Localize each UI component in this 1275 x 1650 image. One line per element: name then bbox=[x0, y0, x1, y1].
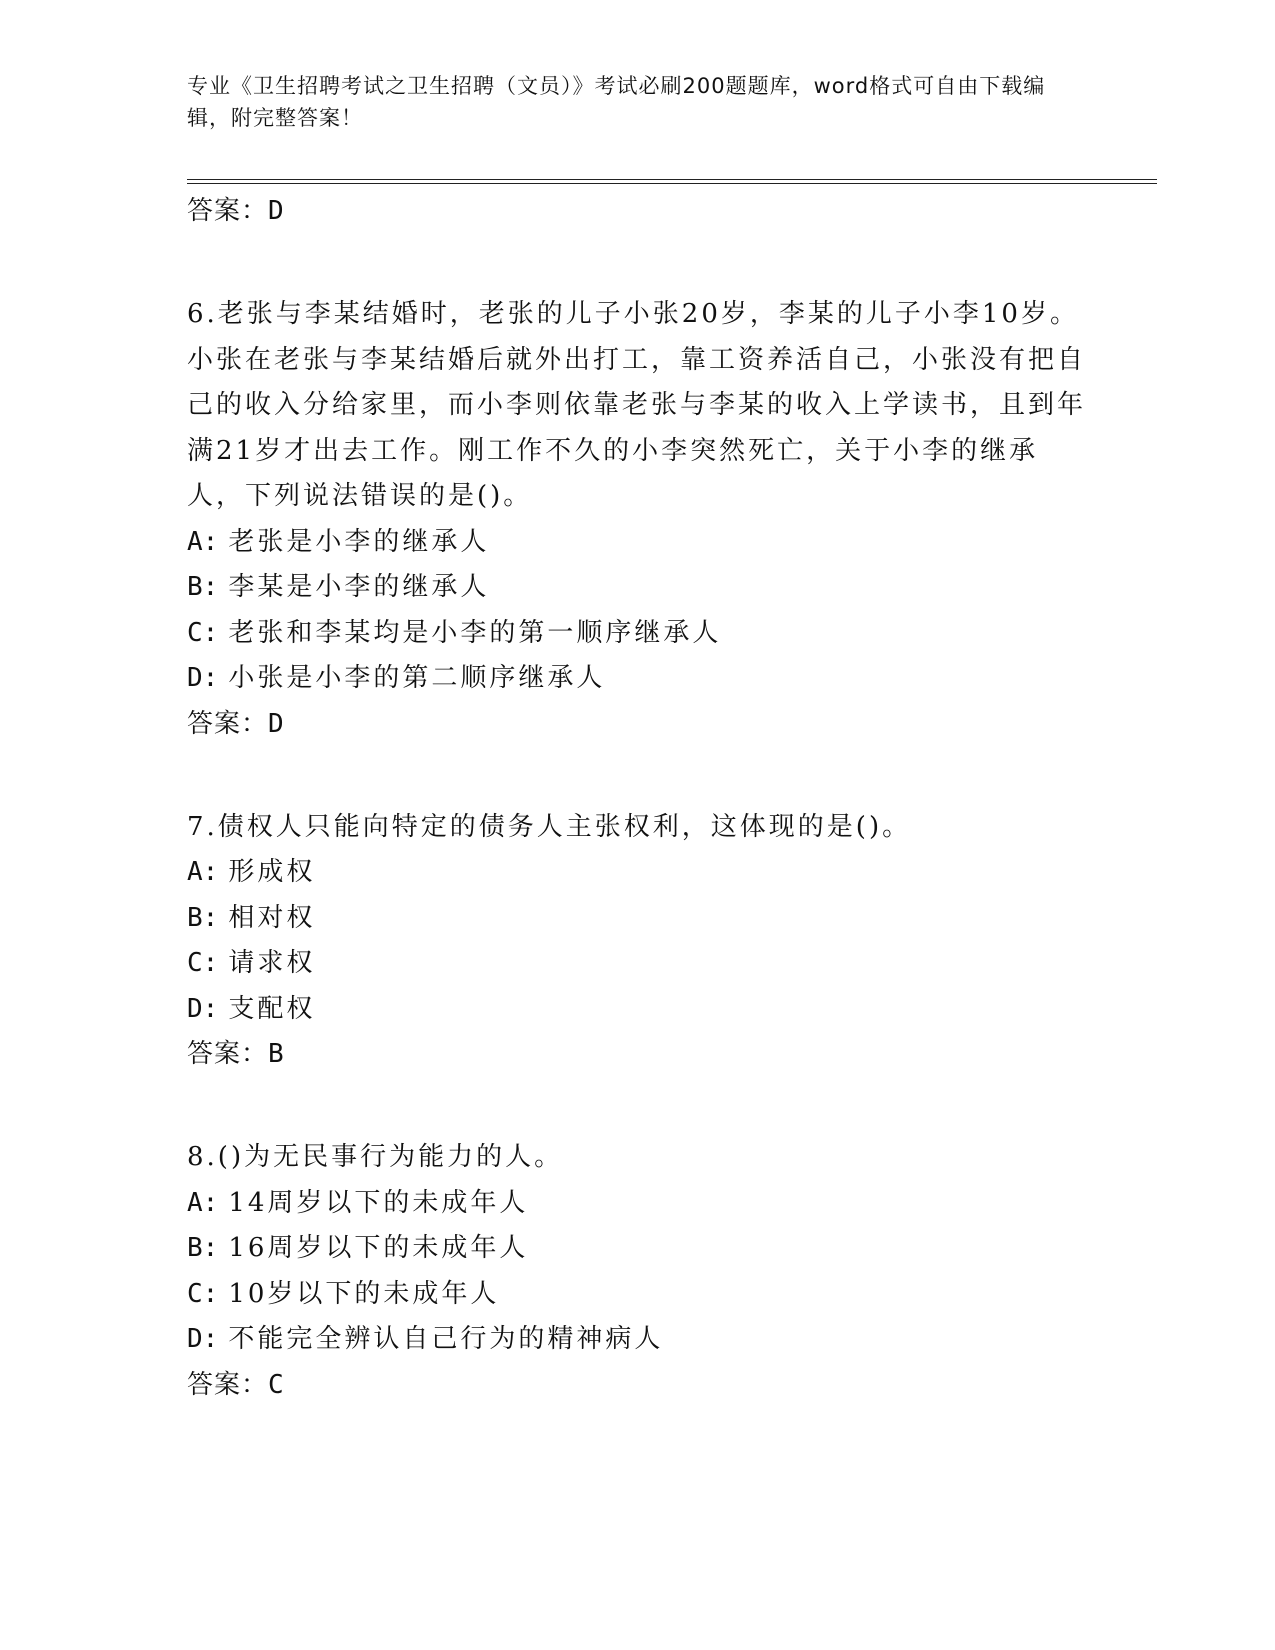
option-label: D: bbox=[187, 993, 219, 1024]
answer-prefix: 答案： bbox=[187, 708, 269, 739]
option-c bbox=[187, 1272, 1087, 1318]
document-body bbox=[187, 189, 1087, 1408]
option-d bbox=[187, 987, 1087, 1033]
answer-line bbox=[187, 1363, 1087, 1408]
option-text: 老张是小李的继承人 bbox=[228, 526, 490, 557]
option-d bbox=[187, 656, 1087, 702]
answer-value: B bbox=[268, 1039, 285, 1069]
spacer bbox=[187, 1077, 1087, 1135]
answer-line bbox=[187, 1032, 1087, 1077]
option-text: 支配权 bbox=[228, 993, 316, 1024]
option-b bbox=[187, 565, 1087, 611]
option-label: C: bbox=[187, 617, 219, 648]
question-block bbox=[187, 292, 1087, 747]
spacer bbox=[187, 234, 1087, 292]
option-text: 14周岁以下的未成年人 bbox=[228, 1187, 529, 1218]
option-a bbox=[187, 850, 1087, 896]
answer-prefix: 答案： bbox=[187, 1039, 269, 1069]
answer-value: D bbox=[268, 196, 285, 226]
answer-value: D bbox=[268, 708, 285, 739]
option-b bbox=[187, 896, 1087, 942]
option-text: 相对权 bbox=[228, 902, 316, 933]
answer-prefix: 答案： bbox=[187, 196, 269, 226]
option-b bbox=[187, 1226, 1087, 1272]
option-label: B: bbox=[187, 572, 219, 602]
option-c bbox=[187, 611, 1087, 657]
option-label: B: bbox=[187, 902, 219, 933]
question-stem: 6.老张与李某结婚时，老张的儿子小张20岁，李某的儿子小李10岁。小张在老张与李某结婚后就外出打工，靠工资养活自己，小张没有把自己的收入分给家里，而小李则依靠老张与李某的收入上学读书，且到年满21岁才出去工作。刚工作不久的小李突然死亡，关于小李的继承人，下列说法错误的是()。 bbox=[187, 299, 1087, 511]
option-label: B: bbox=[187, 1233, 219, 1263]
option-text: 请求权 bbox=[228, 948, 316, 978]
option-text: 10岁以下的未成年人 bbox=[228, 1278, 500, 1309]
header-rule-bottom bbox=[187, 183, 1157, 184]
option-d bbox=[187, 1317, 1087, 1363]
option-text: 不能完全辨认自己行为的精神病人 bbox=[228, 1324, 664, 1354]
answer-value: C bbox=[268, 1369, 285, 1400]
option-label: A: bbox=[187, 1187, 219, 1218]
option-text: 老张和李某均是小李的第一顺序继承人 bbox=[228, 617, 722, 648]
question-block bbox=[187, 805, 1087, 1078]
option-a bbox=[187, 520, 1087, 566]
question-stem: 8.()为无民事行为能力的人。 bbox=[187, 1142, 564, 1172]
spacer bbox=[187, 747, 1087, 805]
option-text: 小张是小李的第二顺序继承人 bbox=[228, 663, 606, 693]
option-c bbox=[187, 941, 1087, 987]
option-label: C: bbox=[187, 1278, 219, 1309]
document-header: 专业《卫生招聘考试之卫生招聘（文员）》考试必刷200题题库，word格式可自由下载编辑，附完整答案！ bbox=[187, 74, 1046, 130]
option-label: A: bbox=[187, 857, 219, 887]
option-label: D: bbox=[187, 663, 219, 693]
option-text: 形成权 bbox=[228, 857, 316, 887]
question-block bbox=[187, 1135, 1087, 1408]
option-label: C: bbox=[187, 948, 219, 978]
option-a bbox=[187, 1181, 1087, 1227]
answer-line bbox=[187, 189, 1087, 234]
answer-prefix: 答案： bbox=[187, 1369, 269, 1400]
option-text: 李某是小李的继承人 bbox=[228, 572, 490, 602]
option-label: D: bbox=[187, 1324, 219, 1354]
option-label: A: bbox=[187, 526, 219, 557]
answer-line bbox=[187, 702, 1087, 747]
option-text: 16周岁以下的未成年人 bbox=[228, 1233, 529, 1263]
question-stem: 7.债权人只能向特定的债务人主张权利，这体现的是()。 bbox=[187, 811, 912, 842]
header-rule-top bbox=[187, 179, 1157, 180]
